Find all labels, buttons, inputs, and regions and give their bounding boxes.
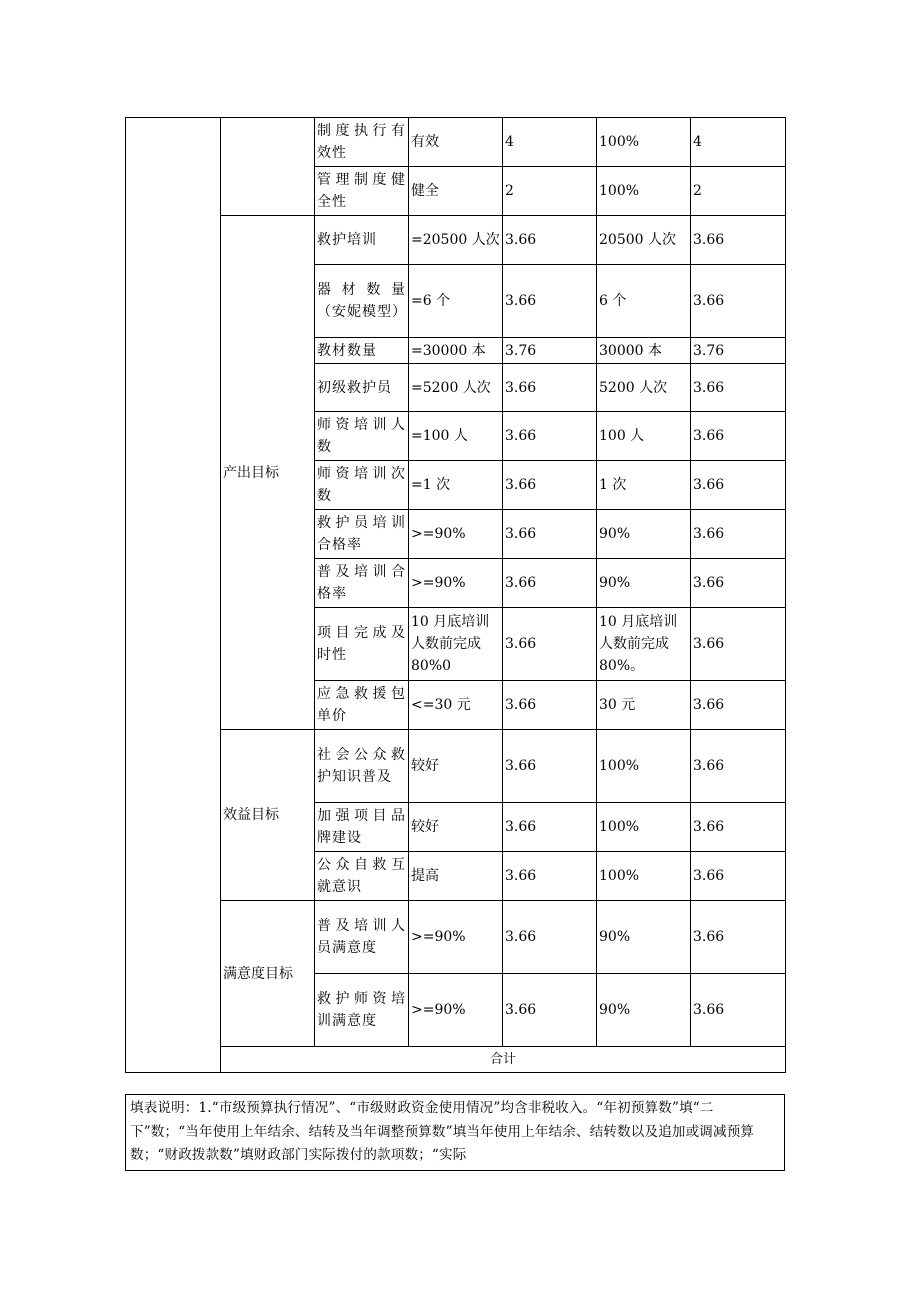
actual-cell: 30 元 bbox=[597, 681, 691, 730]
target-cell: <=30 元 bbox=[409, 681, 503, 730]
weight-cell: 3.66 bbox=[503, 461, 597, 510]
weight-cell: 3.66 bbox=[503, 608, 597, 681]
target-cell: >=90% bbox=[409, 559, 503, 608]
actual-cell: 100% bbox=[597, 167, 691, 216]
score-cell: 3.66 bbox=[691, 216, 786, 265]
indicator-cell: 普及培训人员满意度 bbox=[315, 901, 409, 974]
actual-cell: 30000 本 bbox=[597, 338, 691, 364]
target-cell: 有效 bbox=[409, 118, 503, 167]
level1-cell bbox=[126, 118, 221, 1073]
weight-cell: 3.66 bbox=[503, 681, 597, 730]
actual-cell: 100% bbox=[597, 730, 691, 803]
target-cell: 较好 bbox=[409, 730, 503, 803]
weight-cell: 3.66 bbox=[503, 364, 597, 412]
indicator-cell: 师资培训人数 bbox=[315, 412, 409, 461]
target-cell: =100 人 bbox=[409, 412, 503, 461]
weight-cell: 3.66 bbox=[503, 265, 597, 338]
actual-cell: 5200 人次 bbox=[597, 364, 691, 412]
actual-cell: 90% bbox=[597, 510, 691, 559]
indicator-cell: 救护培训 bbox=[315, 216, 409, 265]
score-cell: 3.66 bbox=[691, 730, 786, 803]
indicator-cell: 初级救护员 bbox=[315, 364, 409, 412]
table-row bbox=[126, 216, 786, 265]
target-cell: 较好 bbox=[409, 803, 503, 852]
group-benefit: 效益目标 bbox=[221, 730, 315, 901]
group-output: 产出目标 bbox=[221, 216, 315, 730]
weight-cell: 3.66 bbox=[503, 803, 597, 852]
table-row bbox=[126, 730, 786, 803]
score-cell: 3.66 bbox=[691, 364, 786, 412]
table-row bbox=[126, 118, 786, 167]
indicator-cell: 教材数量 bbox=[315, 338, 409, 364]
actual-cell: 90% bbox=[597, 974, 691, 1047]
indicator-cell: 项目完成及时性 bbox=[315, 608, 409, 681]
weight-cell: 3.66 bbox=[503, 730, 597, 803]
score-cell: 3.66 bbox=[691, 803, 786, 852]
indicator-cell: 应急救援包单价 bbox=[315, 681, 409, 730]
score-cell: 3.66 bbox=[691, 901, 786, 974]
score-cell: 2 bbox=[691, 167, 786, 216]
weight-cell: 3.66 bbox=[503, 412, 597, 461]
target-cell: =6 个 bbox=[409, 265, 503, 338]
weight-cell: 3.66 bbox=[503, 974, 597, 1047]
target-cell: =5200 人次 bbox=[409, 364, 503, 412]
score-cell: 3.66 bbox=[691, 974, 786, 1047]
actual-cell: 100% bbox=[597, 852, 691, 901]
score-cell: 3.66 bbox=[691, 559, 786, 608]
weight-cell: 4 bbox=[503, 118, 597, 167]
score-cell: 3.66 bbox=[691, 510, 786, 559]
actual-cell: 90% bbox=[597, 901, 691, 974]
weight-cell: 3.76 bbox=[503, 338, 597, 364]
weight-cell: 3.66 bbox=[503, 901, 597, 974]
score-cell: 3.66 bbox=[691, 265, 786, 338]
indicator-cell: 救护员培训合格率 bbox=[315, 510, 409, 559]
actual-cell: 10 月底培训人数前完成80%。 bbox=[597, 608, 691, 681]
actual-cell: 20500 人次 bbox=[597, 216, 691, 265]
score-cell: 3.76 bbox=[691, 338, 786, 364]
indicator-cell: 器材数量（安妮模型） bbox=[315, 265, 409, 338]
actual-cell: 90% bbox=[597, 559, 691, 608]
fill-instructions-note: 填表说明：1.“市级预算执行情况”、“市级财政资金使用情况”均含非税收入。“年初预算数”填“二下”数；“当年使用上年结余、结转及当年调整预算数”填当年使用上年结余、结转数以及追加或调减预算数；“财政拨款数”填财政部门实际拨付的款项数；“实际 bbox=[125, 1094, 785, 1171]
target-cell: 健全 bbox=[409, 167, 503, 216]
score-cell: 3.66 bbox=[691, 852, 786, 901]
weight-cell: 3.66 bbox=[503, 852, 597, 901]
score-cell: 3.66 bbox=[691, 608, 786, 681]
score-cell: 3.66 bbox=[691, 461, 786, 510]
total-label: 合计 bbox=[221, 1047, 786, 1073]
target-cell: =1 次 bbox=[409, 461, 503, 510]
weight-cell: 3.66 bbox=[503, 216, 597, 265]
indicator-cell: 社会公众救护知识普及 bbox=[315, 730, 409, 803]
actual-cell: 1 次 bbox=[597, 461, 691, 510]
weight-cell: 2 bbox=[503, 167, 597, 216]
actual-cell: 100% bbox=[597, 118, 691, 167]
indicator-cell: 制度执行有效性 bbox=[315, 118, 409, 167]
indicator-cell: 公众自救互就意识 bbox=[315, 852, 409, 901]
target-cell: 提高 bbox=[409, 852, 503, 901]
level2-cell-management bbox=[221, 118, 315, 216]
target-cell: =30000 本 bbox=[409, 338, 503, 364]
actual-cell: 100% bbox=[597, 803, 691, 852]
table-row bbox=[126, 901, 786, 974]
target-cell: >=90% bbox=[409, 974, 503, 1047]
score-cell: 3.66 bbox=[691, 412, 786, 461]
indicator-cell: 管理制度健全性 bbox=[315, 167, 409, 216]
indicator-cell: 师资培训次数 bbox=[315, 461, 409, 510]
indicator-cell: 加强项目品牌建设 bbox=[315, 803, 409, 852]
indicator-cell: 普及培训合格率 bbox=[315, 559, 409, 608]
weight-cell: 3.66 bbox=[503, 510, 597, 559]
actual-cell: 100 人 bbox=[597, 412, 691, 461]
score-cell: 3.66 bbox=[691, 681, 786, 730]
target-cell: >=90% bbox=[409, 901, 503, 974]
weight-cell: 3.66 bbox=[503, 559, 597, 608]
performance-table bbox=[125, 117, 786, 1073]
total-row bbox=[126, 1047, 786, 1073]
group-satisfaction: 满意度目标 bbox=[221, 901, 315, 1047]
target-cell: =20500 人次 bbox=[409, 216, 503, 265]
actual-cell: 6 个 bbox=[597, 265, 691, 338]
score-cell: 4 bbox=[691, 118, 786, 167]
target-cell: >=90% bbox=[409, 510, 503, 559]
indicator-cell: 救护师资培训满意度 bbox=[315, 974, 409, 1047]
target-cell: 10 月底培训人数前完成80%0 bbox=[409, 608, 503, 681]
